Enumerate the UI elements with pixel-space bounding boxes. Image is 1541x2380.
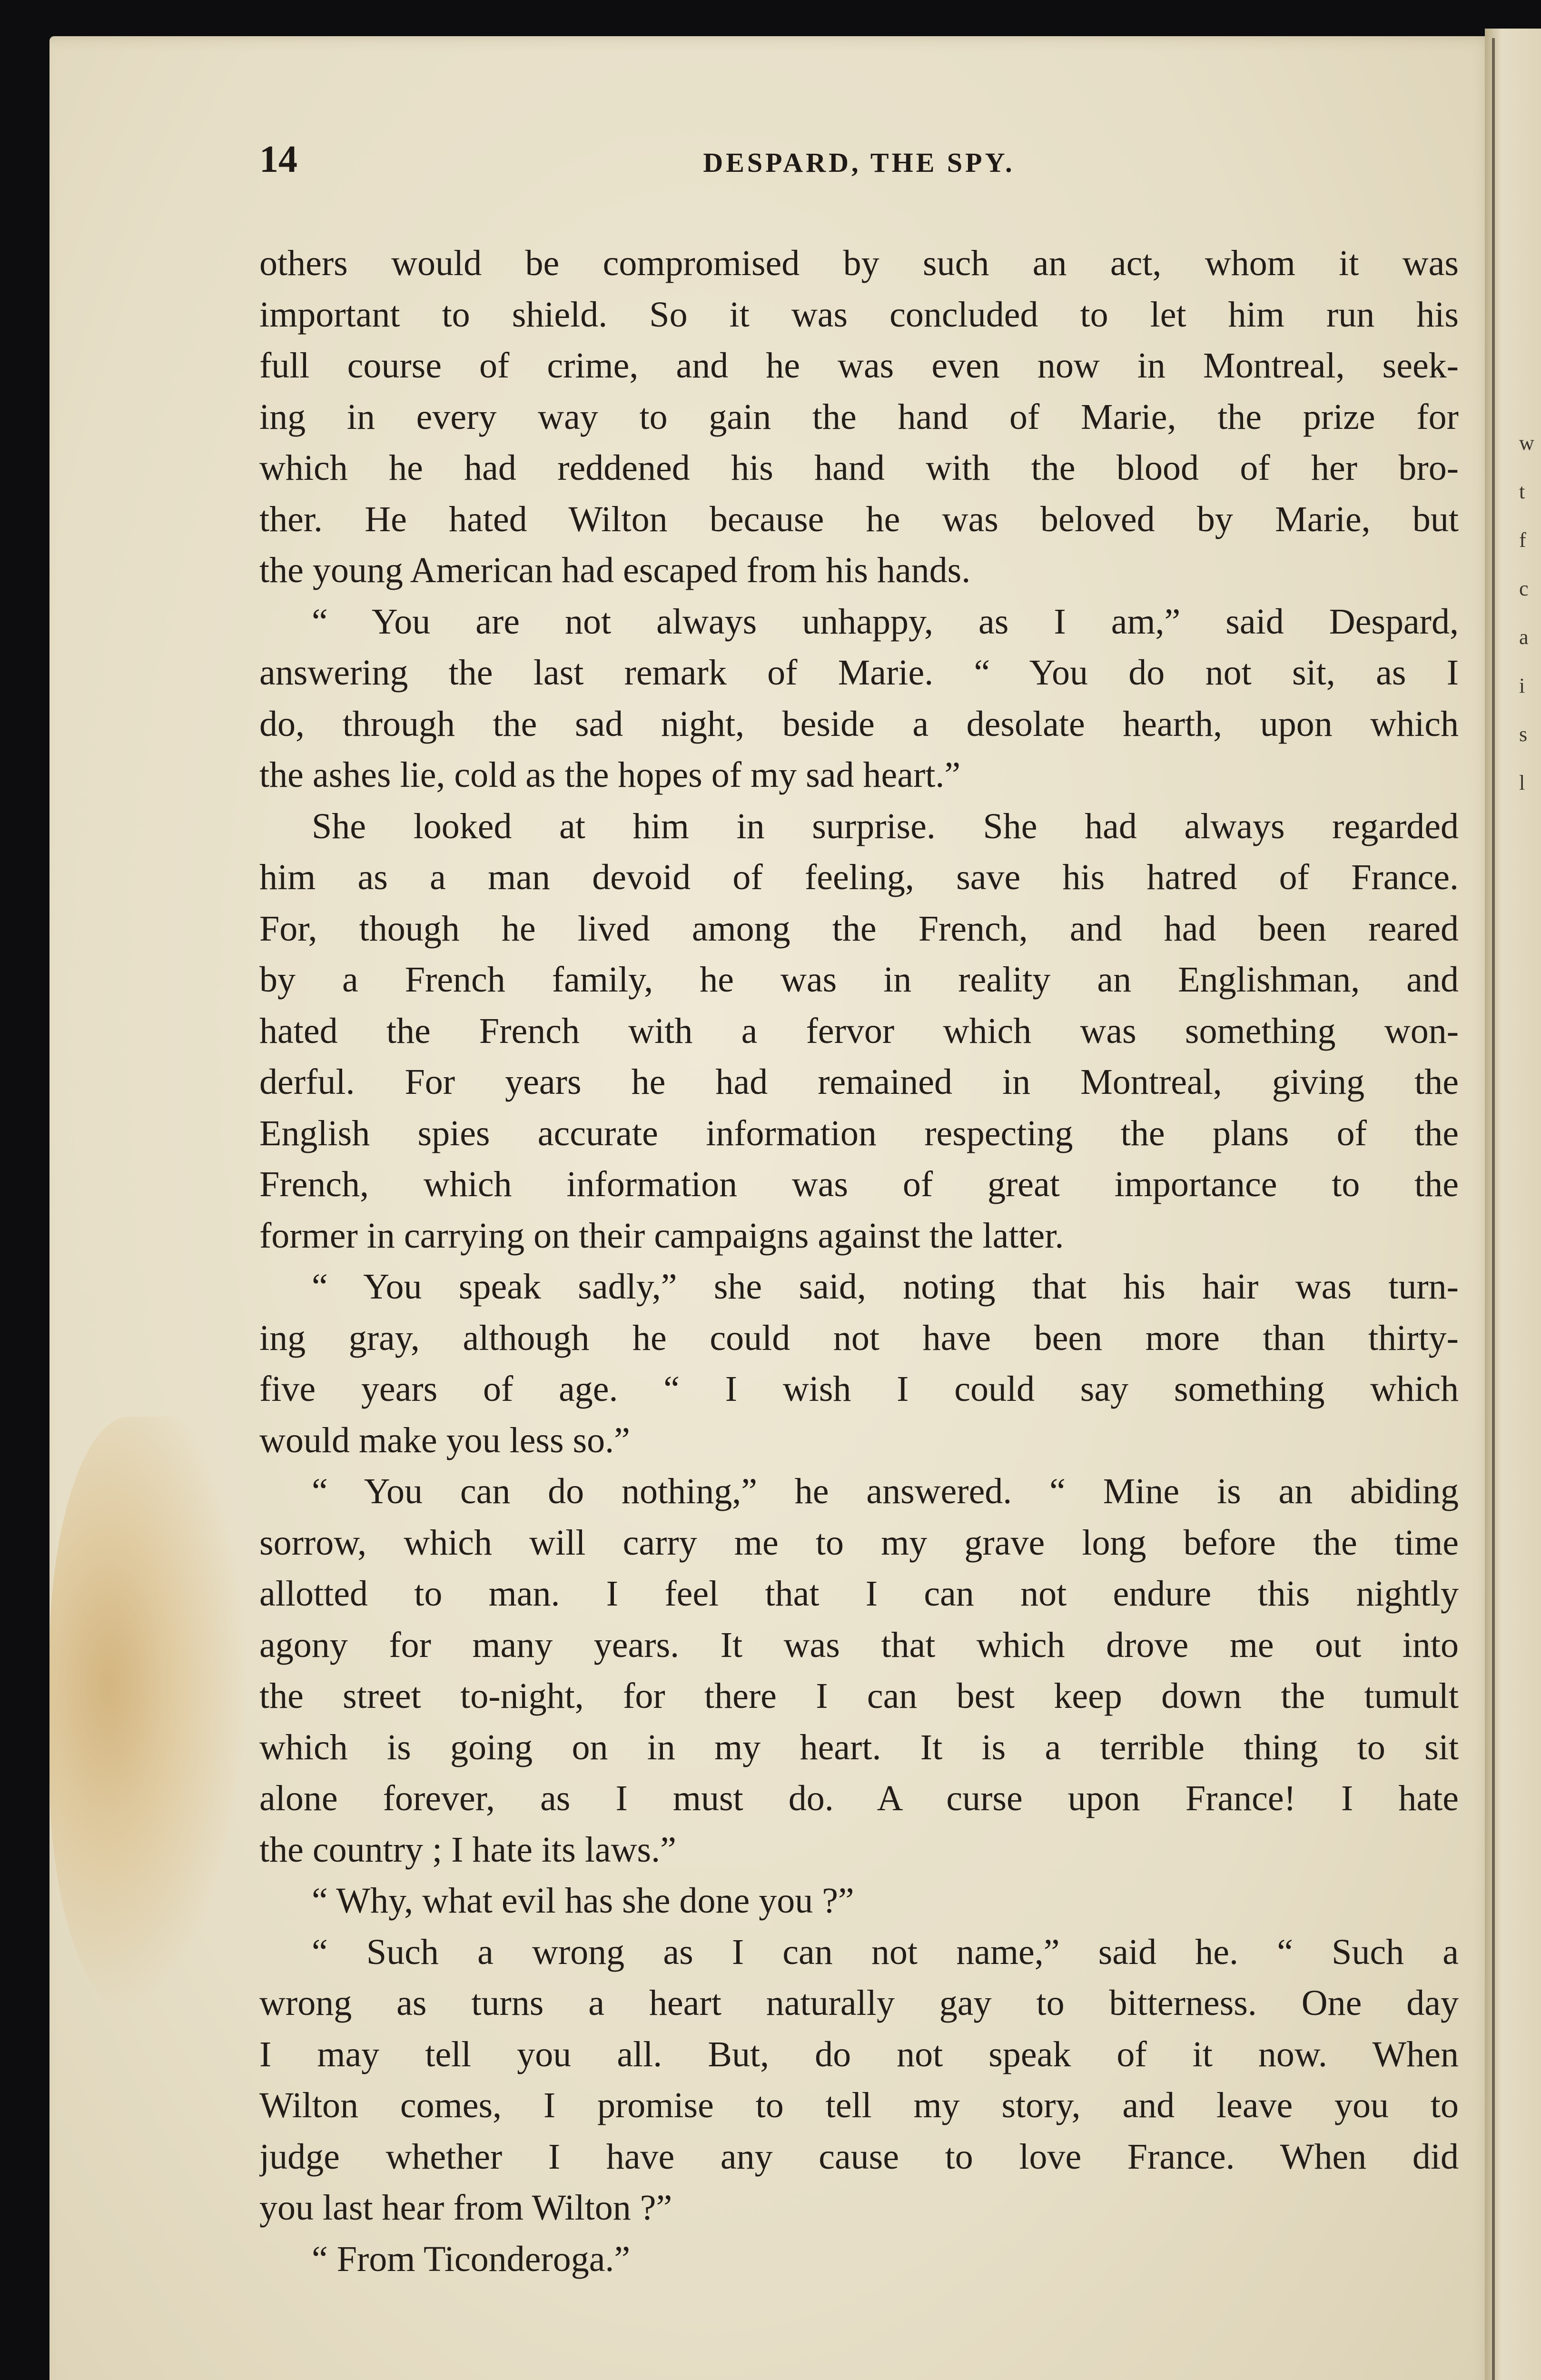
text-line: alone forever, as I must do. A curse upon France! I hate: [259, 1778, 1459, 1818]
text-line: five years of age. “ I wish I could say something which: [259, 1369, 1459, 1409]
text-line: “ You can do nothing,” he answered. “ Mine is an abiding: [312, 1471, 1459, 1511]
facing-page-letter: s: [1519, 723, 1528, 746]
water-stain: [49, 1417, 249, 2012]
text-line: would make you less so.”: [259, 1420, 630, 1460]
facing-page-letters: [1519, 419, 1538, 807]
text-line: ing in every way to gain the hand of Marie, the prize for: [259, 397, 1459, 437]
facing-page-letter: f: [1519, 528, 1526, 552]
text-line: the young American had escaped from his hands.: [259, 550, 971, 590]
text-line: answering the last remark of Marie. “ You do not sit, as I: [259, 653, 1459, 693]
text-line: I may tell you all. But, do not speak of it now. When: [259, 2034, 1459, 2074]
facing-page-letter: c: [1519, 577, 1529, 600]
text-line: For, though he lived among the French, and had been reared: [259, 908, 1459, 949]
page-header: [259, 138, 1459, 190]
text-line: “ Such a wrong as I can not name,” said he. “ Such a: [312, 1932, 1459, 1972]
text-line: do, through the sad night, beside a desolate hearth, upon which: [259, 704, 1459, 744]
text-line: allotted to man. I feel that I can not endure this nightly: [259, 1574, 1459, 1614]
text-line: She looked at him in surprise. She had always regarded: [312, 806, 1459, 846]
text-line: English spies accurate information respecting the plans of the: [259, 1113, 1459, 1153]
facing-page-letter: t: [1519, 480, 1525, 503]
text-line: French, which information was of great importance to the: [259, 1164, 1459, 1204]
text-line: the country ; I hate its laws.”: [259, 1829, 676, 1870]
text-line: which is going on in my heart. It is a terrible thing to sit: [259, 1727, 1459, 1767]
page-gutter: [1492, 38, 1495, 2380]
text-line: sorrow, which will carry me to my grave long before the time: [259, 1522, 1459, 1563]
text-line: agony for many years. It was that which drove me out into: [259, 1625, 1459, 1665]
running-title: DESPARD, THE SPY.: [703, 147, 1015, 178]
text-line: former in carrying on their campaigns against the latter.: [259, 1215, 1064, 1256]
text-line: hated the French with a fervor which was something won-: [259, 1011, 1459, 1051]
body-text: [259, 238, 1459, 2285]
text-line: Wilton comes, I promise to tell my story, and leave you to: [259, 2085, 1459, 2125]
text-line: full course of crime, and he was even now in Montreal, seek-: [259, 346, 1459, 386]
page-number: 14: [259, 139, 297, 180]
text-line: derful. For years he had remained in Montreal, giving the: [259, 1062, 1459, 1102]
text-line: “ You speak sadly,” she said, noting that his hair was turn-: [312, 1267, 1459, 1307]
text-line: you last hear from Wilton ?”: [259, 2188, 672, 2228]
text-line: the ashes lie, cold as the hopes of my sad heart.”: [259, 755, 961, 795]
text-line: him as a man devoid of feeling, save his hatred of France.: [259, 857, 1459, 897]
text-line: ther. He hated Wilton because he was beloved by Marie, but: [259, 499, 1459, 539]
text-line: “ Why, what evil has she done you ?”: [312, 1881, 854, 1921]
facing-page-letter: a: [1519, 625, 1529, 649]
text-line: wrong as turns a heart naturally gay to bitterness. One day: [259, 1983, 1459, 2023]
facing-page-letter: w: [1519, 431, 1534, 455]
text-line: the street to-night, for there I can best keep down the tumult: [259, 1676, 1459, 1716]
facing-page-letter: l: [1519, 771, 1525, 794]
facing-page-letter: i: [1519, 674, 1525, 697]
text-line: others would be compromised by such an act, whom it was: [259, 243, 1459, 283]
text-line: judge whether I have any cause to love France. When did: [259, 2136, 1459, 2177]
text-line: by a French family, he was in reality an Englishman, and: [259, 960, 1459, 1000]
text-line: ing gray, although he could not have been more than thirty-: [259, 1318, 1459, 1358]
text-line: “ From Ticonderoga.”: [312, 2239, 631, 2279]
text-line: which he had reddened his hand with the blood of her bro-: [259, 448, 1459, 488]
text-line: “ You are not always unhappy, as I am,” said Despard,: [312, 601, 1459, 642]
text-line: important to shield. So it was concluded to let him run his: [259, 294, 1459, 335]
